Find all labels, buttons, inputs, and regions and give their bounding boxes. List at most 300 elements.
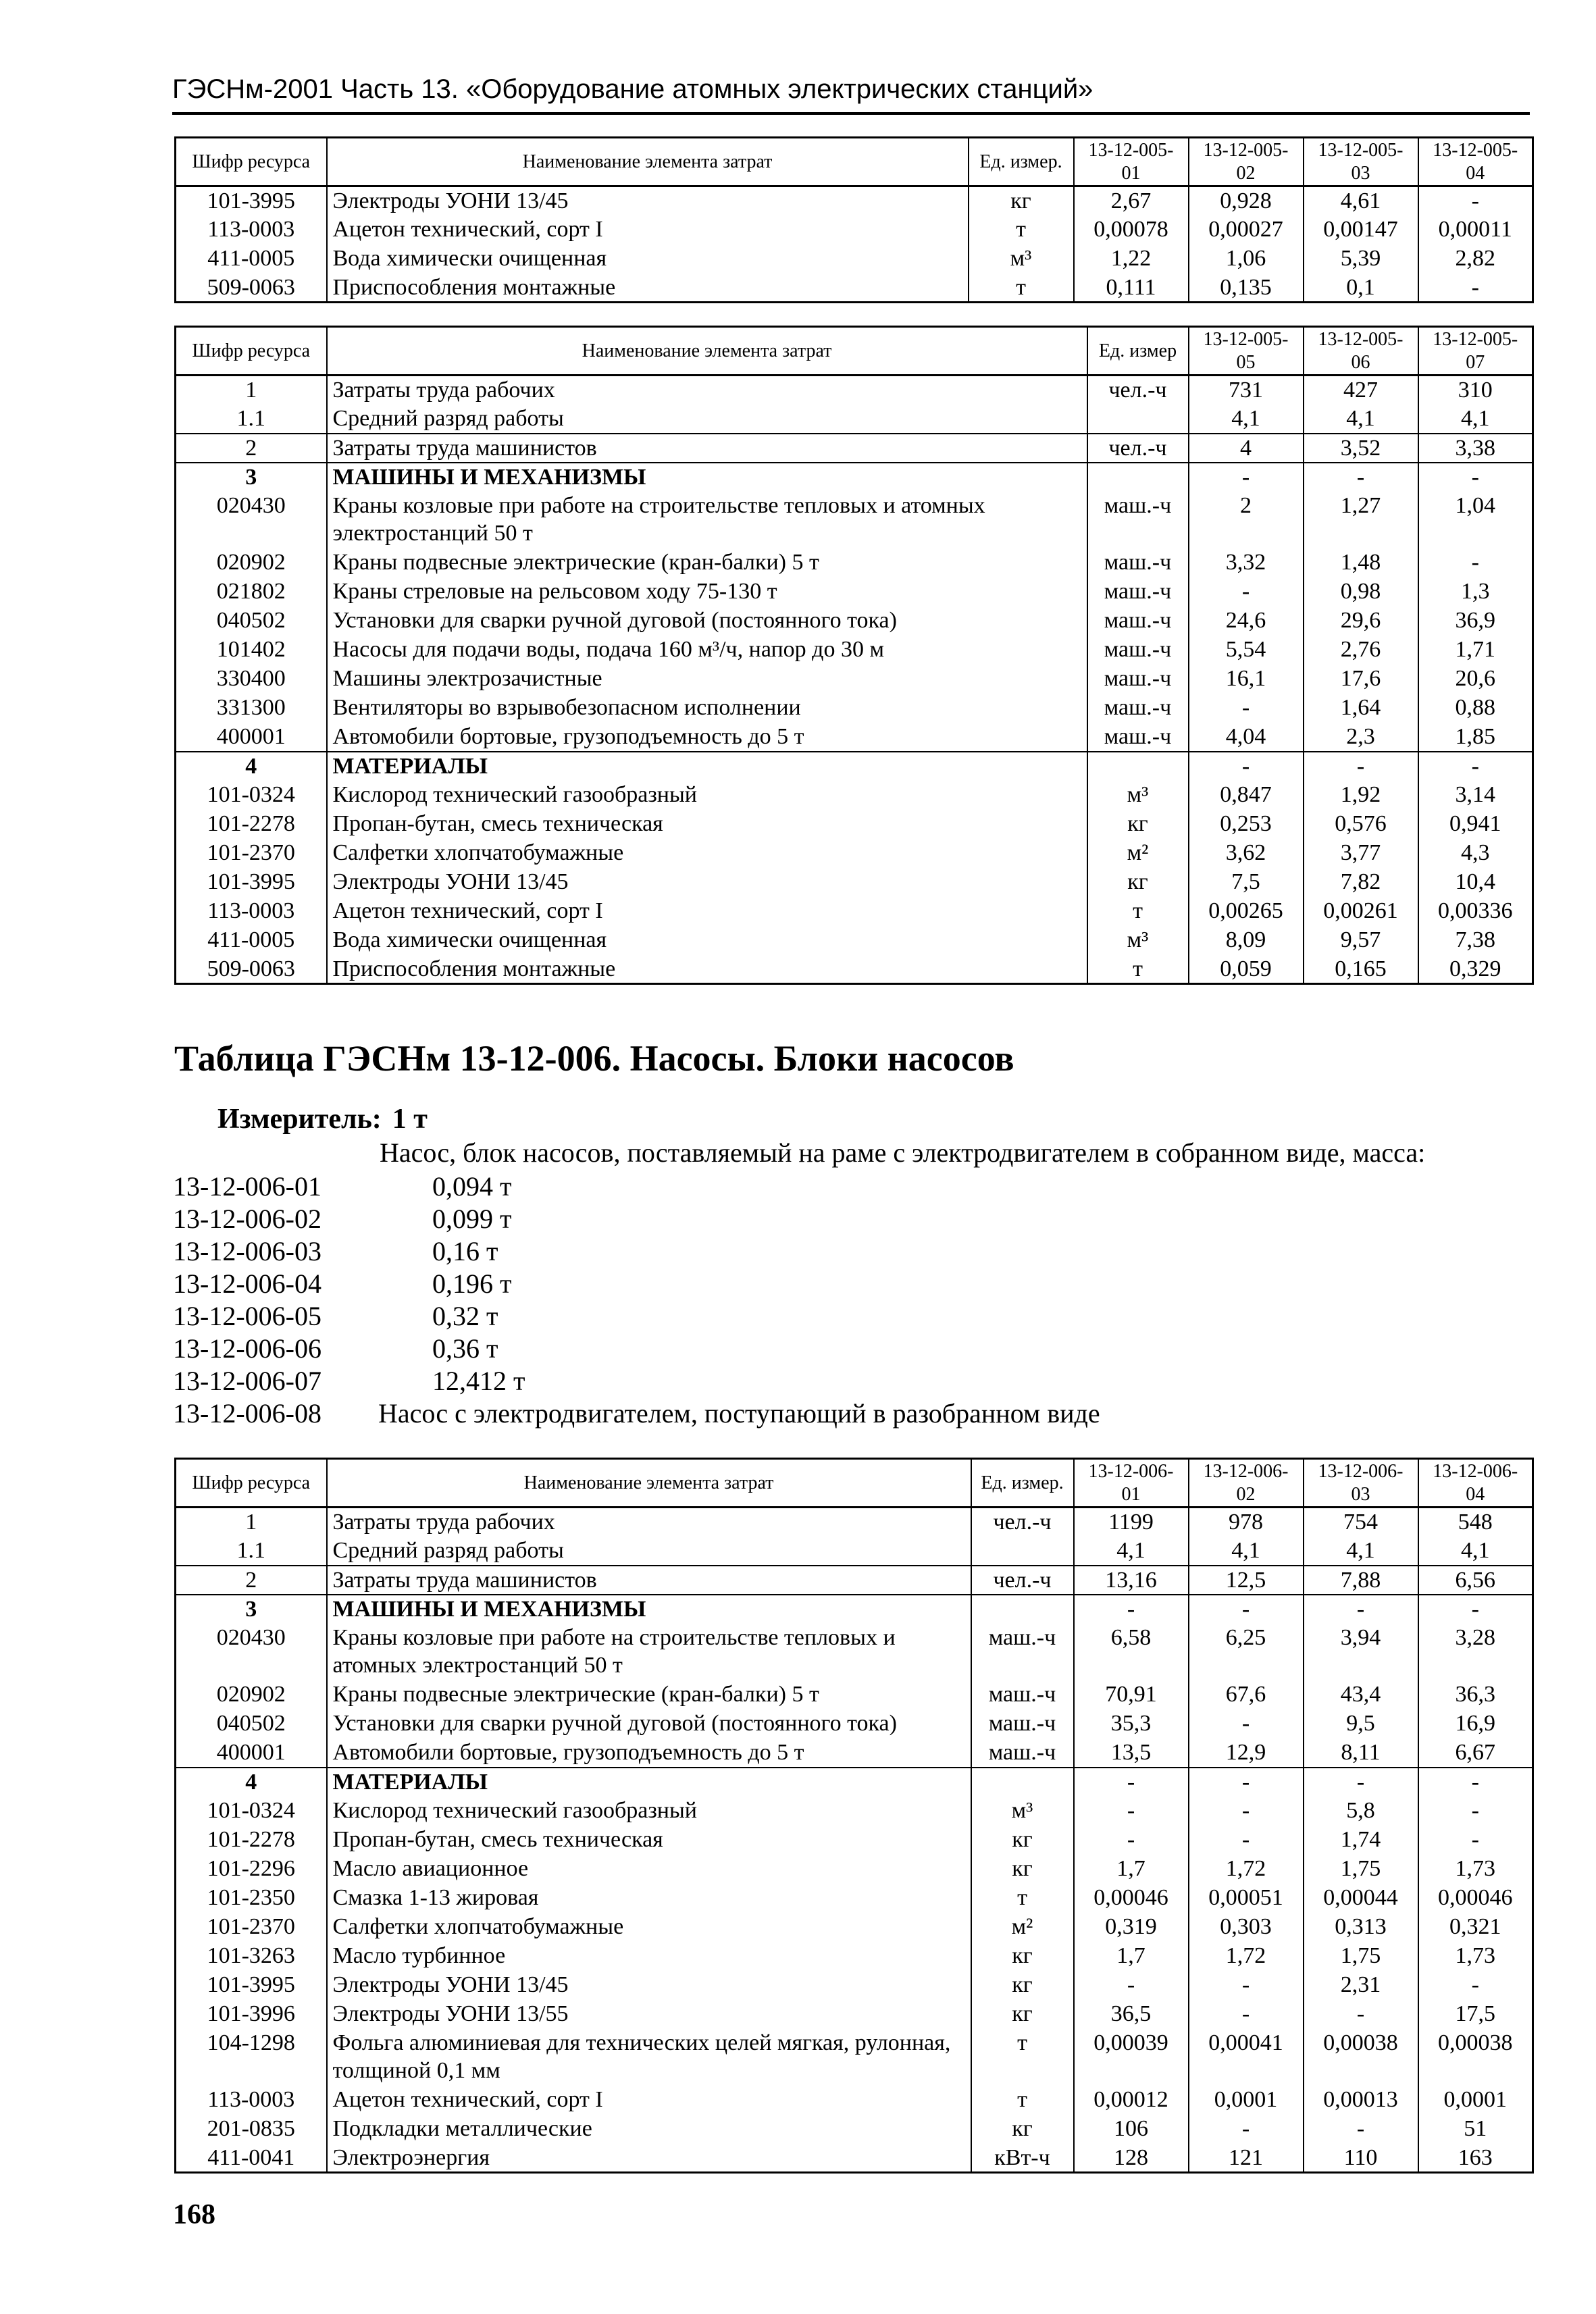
norm-value: 128	[1074, 2144, 1189, 2173]
resource-name: Средний разряд работы	[327, 1537, 971, 1566]
unit: м³	[1087, 926, 1189, 955]
norm-value: 0,319	[1074, 1913, 1189, 1942]
norm-value: 10,4	[1418, 868, 1533, 897]
table-row	[176, 1537, 1533, 1566]
norm-value: 12,9	[1189, 1739, 1304, 1768]
unit: кг	[969, 186, 1074, 215]
norm-value: -	[1418, 1971, 1533, 2000]
norm-value: -	[1418, 752, 1533, 781]
table-row	[176, 607, 1533, 636]
norm-value: 7,82	[1304, 868, 1418, 897]
table-row	[176, 245, 1533, 274]
norm-value: 4,1	[1418, 1537, 1533, 1566]
unit: кг	[971, 1942, 1074, 1971]
norm-value: 2,82	[1418, 245, 1533, 274]
section-title: Таблица ГЭСНм 13-12-006. Насосы. Блоки насосов	[174, 1038, 1014, 1079]
unit	[971, 1537, 1074, 1566]
norm-value: 0,576	[1304, 810, 1418, 839]
norm-value: 6,56	[1418, 1566, 1533, 1595]
table-row	[176, 810, 1533, 839]
norm-value: 4	[1189, 434, 1304, 463]
unit: маш.-ч	[971, 1680, 1074, 1709]
variant-row	[173, 1235, 1100, 1268]
table-row	[176, 752, 1533, 781]
unit: кг	[971, 1826, 1074, 1855]
unit	[971, 1768, 1074, 1797]
norm-value: 978	[1189, 1508, 1304, 1537]
norm-value: 4,1	[1189, 1537, 1304, 1566]
resource-name: Приспособления монтажные	[327, 955, 1087, 984]
resource-code: 101-3995	[176, 868, 327, 897]
norm-value: 0,00147	[1304, 215, 1418, 245]
resource-code: 411-0041	[176, 2144, 327, 2173]
norm-value: 2,67	[1074, 186, 1189, 215]
column-header: Ед. измер.	[969, 138, 1074, 186]
norm-value: -	[1189, 1595, 1304, 1624]
resource-name: Масло авиационное	[327, 1855, 971, 1884]
column-header: 13-12-005-03	[1304, 138, 1418, 186]
unit: чел.-ч	[1087, 434, 1189, 463]
resource-code: 509-0063	[176, 274, 327, 303]
resource-name: Смазка 1-13 жировая	[327, 1884, 971, 1913]
variant-mass: 0,099 т	[432, 1204, 512, 1234]
unit: чел.-ч	[971, 1508, 1074, 1537]
column-header: 13-12-005-04	[1418, 138, 1533, 186]
norm-value: 7,88	[1304, 1566, 1418, 1595]
unit: кг	[971, 1855, 1074, 1884]
resource-code: 3	[176, 463, 327, 492]
norm-value: 0,88	[1418, 694, 1533, 723]
unit: кг	[971, 2000, 1074, 2029]
norm-value: 36,9	[1418, 607, 1533, 636]
norm-value: 3,32	[1189, 548, 1304, 577]
column-header: Шифр ресурса	[176, 138, 327, 186]
table-row	[176, 376, 1533, 405]
norm-value: 0,00038	[1304, 2029, 1418, 2086]
norm-value: 13,16	[1074, 1566, 1189, 1595]
norm-value: 0,135	[1189, 274, 1304, 303]
table-row	[176, 405, 1533, 434]
norm-value: 1,48	[1304, 548, 1418, 577]
resource-code: 101-2350	[176, 1884, 327, 1913]
norm-value: 36,3	[1418, 1680, 1533, 1709]
resource-code: 020430	[176, 492, 327, 548]
resource-name: Автомобили бортовые, грузоподъемность до 5 т	[327, 1739, 971, 1768]
norm-value: 0,00013	[1304, 2086, 1418, 2115]
section-description: Насос, блок насосов, поставляемый на раме с электродвигателем в собранном виде, масса:	[380, 1137, 1426, 1168]
norm-value: 0,0001	[1418, 2086, 1533, 2115]
table-row	[176, 694, 1533, 723]
column-header: Наименование элемента затрат	[327, 327, 1087, 376]
norm-value: 548	[1418, 1508, 1533, 1537]
norm-value: 0,00044	[1304, 1884, 1418, 1913]
norm-value: 3,94	[1304, 1624, 1418, 1680]
norm-value: 3,52	[1304, 434, 1418, 463]
column-header: Шифр ресурса	[176, 327, 327, 376]
norm-value: 0,00051	[1189, 1884, 1304, 1913]
norm-value: 5,54	[1189, 636, 1304, 665]
table-row	[176, 1797, 1533, 1826]
norm-value: 12,5	[1189, 1566, 1304, 1595]
norm-value: 427	[1304, 376, 1418, 405]
norm-value: 4,1	[1189, 405, 1304, 434]
variant-code: 13-12-006-06	[173, 1333, 321, 1364]
resource-code: 1.1	[176, 1537, 327, 1566]
resource-code: 113-0003	[176, 215, 327, 245]
norm-value: 16,1	[1189, 665, 1304, 694]
resource-code: 101-3996	[176, 2000, 327, 2029]
norm-value: 8,09	[1189, 926, 1304, 955]
variant-code: 13-12-006-01	[173, 1171, 321, 1202]
variant-mass: 0,36 т	[432, 1333, 498, 1364]
resource-code: 1	[176, 1508, 327, 1537]
norm-value: 1,75	[1304, 1942, 1418, 1971]
unit: маш.-ч	[1087, 607, 1189, 636]
norm-value: -	[1074, 1797, 1189, 1826]
resource-code: 113-0003	[176, 897, 327, 926]
norm-value: 4,1	[1074, 1537, 1189, 1566]
resource-name: Электроэнергия	[327, 2144, 971, 2173]
unit: чел.-ч	[971, 1566, 1074, 1595]
norm-value: 0,98	[1304, 577, 1418, 607]
column-header: 13-12-006-03	[1304, 1459, 1418, 1508]
unit: чел.-ч	[1087, 376, 1189, 405]
meter-value: 1 т	[392, 1104, 428, 1135]
norm-value: -	[1074, 1768, 1189, 1797]
resource-name: Электроды УОНИ 13/45	[327, 868, 1087, 897]
resource-code: 020430	[176, 1624, 327, 1680]
norm-value: -	[1189, 2115, 1304, 2144]
norm-value: 4,3	[1418, 839, 1533, 868]
resource-name: МАШИНЫ И МЕХАНИЗМЫ	[327, 463, 1087, 492]
norm-value: -	[1189, 1826, 1304, 1855]
column-header: 13-12-005-07	[1418, 327, 1533, 376]
norm-value: 0,329	[1418, 955, 1533, 984]
unit: кг	[1087, 810, 1189, 839]
resource-code: 4	[176, 1768, 327, 1797]
unit: маш.-ч	[1087, 723, 1189, 752]
unit	[1087, 752, 1189, 781]
variant-list	[173, 1171, 1100, 1430]
resource-name: Установки для сварки ручной дуговой (постоянного тока)	[327, 607, 1087, 636]
resource-name: Установки для сварки ручной дуговой (постоянного тока)	[327, 1709, 971, 1739]
norm-value: -	[1189, 694, 1304, 723]
resource-name: Вентиляторы во взрывобезопасном исполнении	[327, 694, 1087, 723]
variant-row	[173, 1268, 1100, 1300]
variant-row	[173, 1171, 1100, 1203]
table-row	[176, 2029, 1533, 2086]
resource-code: 101-0324	[176, 781, 327, 810]
resource-code: 400001	[176, 723, 327, 752]
resource-name: Краны козловые при работе на строительстве тепловых и атомных электростанций 50 т	[327, 1624, 971, 1680]
resource-code: 101-2296	[176, 1855, 327, 1884]
norm-value: 5,8	[1304, 1797, 1418, 1826]
resource-code: 2	[176, 1566, 327, 1595]
column-header: 13-12-006-02	[1189, 1459, 1304, 1508]
unit: кг	[1087, 868, 1189, 897]
norm-value: 1,92	[1304, 781, 1418, 810]
norm-value: 16,9	[1418, 1709, 1533, 1739]
norm-value: 0,059	[1189, 955, 1304, 984]
resource-name: Электроды УОНИ 13/45	[327, 1971, 971, 2000]
norm-value: 0,00046	[1418, 1884, 1533, 1913]
norm-value: 1,04	[1418, 492, 1533, 548]
norm-value: -	[1418, 1826, 1533, 1855]
norm-value: 70,91	[1074, 1680, 1189, 1709]
norm-value: -	[1304, 2115, 1418, 2144]
column-header: Шифр ресурса	[176, 1459, 327, 1508]
norm-value: -	[1189, 1971, 1304, 2000]
norm-value: 4,04	[1189, 723, 1304, 752]
norm-value: -	[1189, 577, 1304, 607]
norm-value: -	[1189, 1709, 1304, 1739]
norm-value: -	[1189, 1797, 1304, 1826]
table-row	[176, 548, 1533, 577]
table-row	[176, 897, 1533, 926]
resource-name: Краны стреловые на рельсовом ходу 75-130 т	[327, 577, 1087, 607]
resource-name: Машины электрозачистные	[327, 665, 1087, 694]
variant-code: 13-12-006-04	[173, 1268, 321, 1299]
resource-name: МАТЕРИАЛЫ	[327, 1768, 971, 1797]
table-row	[176, 186, 1533, 215]
norm-value: 163	[1418, 2144, 1533, 2173]
norm-value: 1,3	[1418, 577, 1533, 607]
resource-code: 040502	[176, 607, 327, 636]
norm-value: 1,73	[1418, 1855, 1533, 1884]
resource-code: 101-3995	[176, 1971, 327, 2000]
norm-value: 1,74	[1304, 1826, 1418, 1855]
norm-value: 731	[1189, 376, 1304, 405]
meter-label: Измеритель:	[217, 1104, 382, 1135]
variant-mass: 0,16 т	[432, 1236, 498, 1266]
norm-value: 0,00039	[1074, 2029, 1189, 2086]
norm-value: -	[1189, 2000, 1304, 2029]
norm-value: -	[1189, 752, 1304, 781]
resource-name: Вода химически очищенная	[327, 926, 1087, 955]
resource-name: Электроды УОНИ 13/45	[327, 186, 969, 215]
unit: маш.-ч	[1087, 665, 1189, 694]
norm-value: 1,73	[1418, 1942, 1533, 1971]
unit: т	[971, 1884, 1074, 1913]
resource-name: Пропан-бутан, смесь техническая	[327, 810, 1087, 839]
resource-code: 509-0063	[176, 955, 327, 984]
resource-code: 2	[176, 434, 327, 463]
resource-name: Краны козловые при работе на строительстве тепловых и атомных электростанций 50 т	[327, 492, 1087, 548]
column-header: Наименование элемента затрат	[327, 1459, 971, 1508]
norm-value: 2,76	[1304, 636, 1418, 665]
norm-value: -	[1418, 463, 1533, 492]
variant-code: 13-12-006-07	[173, 1366, 321, 1396]
norm-value: 0,321	[1418, 1913, 1533, 1942]
resource-name: Электроды УОНИ 13/55	[327, 2000, 971, 2029]
norm-value: 1,27	[1304, 492, 1418, 548]
resource-name: Приспособления монтажные	[327, 274, 969, 303]
table-row	[176, 636, 1533, 665]
norm-value: 13,5	[1074, 1739, 1189, 1768]
norm-value: 0,00336	[1418, 897, 1533, 926]
resource-code: 411-0005	[176, 926, 327, 955]
variant-description: Насос с электродвигателем, поступающий в разобранном виде	[378, 1398, 1100, 1429]
norm-value: 1,64	[1304, 694, 1418, 723]
table-row	[176, 665, 1533, 694]
resource-name: Ацетон технический, сорт I	[327, 215, 969, 245]
norm-value: 20,6	[1418, 665, 1533, 694]
unit: кг	[971, 2115, 1074, 2144]
norm-value: 110	[1304, 2144, 1418, 2173]
unit: кг	[971, 1971, 1074, 2000]
resource-name: Вода химически очищенная	[327, 245, 969, 274]
norm-value: 3,77	[1304, 839, 1418, 868]
norm-value: 6,25	[1189, 1624, 1304, 1680]
resource-code: 101-2370	[176, 839, 327, 868]
table-row	[176, 1680, 1533, 1709]
resource-code: 3	[176, 1595, 327, 1624]
resource-code: 1.1	[176, 405, 327, 434]
norm-value: 0,111	[1074, 274, 1189, 303]
variant-code: 13-12-006-05	[173, 1301, 321, 1331]
norm-value: -	[1418, 1595, 1533, 1624]
table-row	[176, 1913, 1533, 1942]
variant-row	[173, 1333, 1100, 1365]
norm-value: 1,75	[1304, 1855, 1418, 1884]
resource-code: 113-0003	[176, 2086, 327, 2115]
norm-value: 1199	[1074, 1508, 1189, 1537]
variant-row	[173, 1365, 1100, 1397]
variant-row	[173, 1203, 1100, 1235]
table-row	[176, 1624, 1533, 1680]
unit	[1087, 463, 1189, 492]
norm-value: 1,71	[1418, 636, 1533, 665]
resource-name: Затраты труда машинистов	[327, 434, 1087, 463]
table-row	[176, 1971, 1533, 2000]
table-row	[176, 839, 1533, 868]
unit: м³	[971, 1797, 1074, 1826]
norm-value: 43,4	[1304, 1680, 1418, 1709]
norm-value: 0,253	[1189, 810, 1304, 839]
norm-value: 0,00041	[1189, 2029, 1304, 2086]
resource-name: Средний разряд работы	[327, 405, 1087, 434]
column-header: 13-12-005-05	[1189, 327, 1304, 376]
table-row	[176, 1826, 1533, 1855]
norm-value: 0,313	[1304, 1913, 1418, 1942]
norm-value: -	[1304, 463, 1418, 492]
norm-value: 3,28	[1418, 1624, 1533, 1680]
table-row	[176, 2144, 1533, 2173]
norm-value: 7,38	[1418, 926, 1533, 955]
norm-value: 0,941	[1418, 810, 1533, 839]
norm-value: 17,6	[1304, 665, 1418, 694]
variant-code: 13-12-006-03	[173, 1236, 321, 1266]
table-row	[176, 1855, 1533, 1884]
norm-value: 0,165	[1304, 955, 1418, 984]
unit: м²	[1087, 839, 1189, 868]
unit: т	[971, 2029, 1074, 2086]
unit	[1087, 405, 1189, 434]
resource-name: Автомобили бортовые, грузоподъемность до 5 т	[327, 723, 1087, 752]
table-row	[176, 1884, 1533, 1913]
variant-mass: 0,196 т	[432, 1268, 512, 1299]
norm-value: 3,38	[1418, 434, 1533, 463]
resource-name: Затраты труда рабочих	[327, 376, 1087, 405]
norm-value: 17,5	[1418, 2000, 1533, 2029]
variant-mass: 0,32 т	[432, 1301, 498, 1331]
resource-name: Масло турбинное	[327, 1942, 971, 1971]
table-row	[176, 926, 1533, 955]
resource-code: 021802	[176, 577, 327, 607]
resource-code: 101-3995	[176, 186, 327, 215]
unit: т	[969, 274, 1074, 303]
variant-mass: 12,412 т	[432, 1366, 525, 1396]
resource-name: Салфетки хлопчатобумажные	[327, 839, 1087, 868]
resource-code: 331300	[176, 694, 327, 723]
variant-code: 13-12-006-08	[173, 1398, 321, 1429]
norm-value: -	[1418, 186, 1533, 215]
table-row	[176, 723, 1533, 752]
column-header: 13-12-005-02	[1189, 138, 1304, 186]
norm-value: 6,67	[1418, 1739, 1533, 1768]
norm-value: 9,5	[1304, 1709, 1418, 1739]
norm-value: -	[1418, 1768, 1533, 1797]
unit: м²	[971, 1913, 1074, 1942]
norm-value: 24,6	[1189, 607, 1304, 636]
unit: маш.-ч	[1087, 636, 1189, 665]
norm-value: 0,303	[1189, 1913, 1304, 1942]
unit: маш.-ч	[1087, 694, 1189, 723]
resource-code: 101-3263	[176, 1942, 327, 1971]
resource-name: Пропан-бутан, смесь техническая	[327, 1826, 971, 1855]
norm-value: 1,85	[1418, 723, 1533, 752]
resource-name: Краны подвесные электрические (кран-балки) 5 т	[327, 1680, 971, 1709]
norm-value: -	[1304, 2000, 1418, 2029]
table-header-row	[176, 327, 1533, 376]
norm-value: 4,1	[1418, 405, 1533, 434]
norm-value: 1,7	[1074, 1855, 1189, 1884]
norm-value: 0,00011	[1418, 215, 1533, 245]
norm-value: -	[1074, 1971, 1189, 2000]
table-row	[176, 2115, 1533, 2144]
table-row	[176, 955, 1533, 984]
unit: т	[1087, 955, 1189, 984]
resource-name: Ацетон технический, сорт I	[327, 2086, 971, 2115]
norm-value: -	[1418, 274, 1533, 303]
resource-code: 400001	[176, 1739, 327, 1768]
table-row	[176, 492, 1533, 548]
norm-value: 2,3	[1304, 723, 1418, 752]
norm-value: -	[1189, 463, 1304, 492]
resource-name: МАШИНЫ И МЕХАНИЗМЫ	[327, 1595, 971, 1624]
unit: т	[1087, 897, 1189, 926]
norm-value: 3,14	[1418, 781, 1533, 810]
norm-value: 9,57	[1304, 926, 1418, 955]
table-row	[176, 868, 1533, 897]
running-header: ГЭСНм-2001 Часть 13. «Оборудование атомных электрических станций»	[172, 73, 1530, 115]
table-row	[176, 274, 1533, 303]
table-row	[176, 2086, 1533, 2115]
meter	[217, 1103, 428, 1135]
column-header: Ед. измер.	[971, 1459, 1074, 1508]
unit: маш.-ч	[971, 1709, 1074, 1739]
resource-table-005-01-04	[174, 136, 1534, 303]
resource-name: Фольга алюминиевая для технических целей мягкая, рулонная, толщиной 0,1 мм	[327, 2029, 971, 2086]
column-header: 13-12-005-06	[1304, 327, 1418, 376]
norm-value: 4,1	[1304, 405, 1418, 434]
table-row	[176, 1566, 1533, 1595]
variant-code: 13-12-006-02	[173, 1204, 321, 1234]
resource-code: 101402	[176, 636, 327, 665]
norm-value: 6,58	[1074, 1624, 1189, 1680]
column-header: Ед. измер	[1087, 327, 1189, 376]
resource-code: 411-0005	[176, 245, 327, 274]
